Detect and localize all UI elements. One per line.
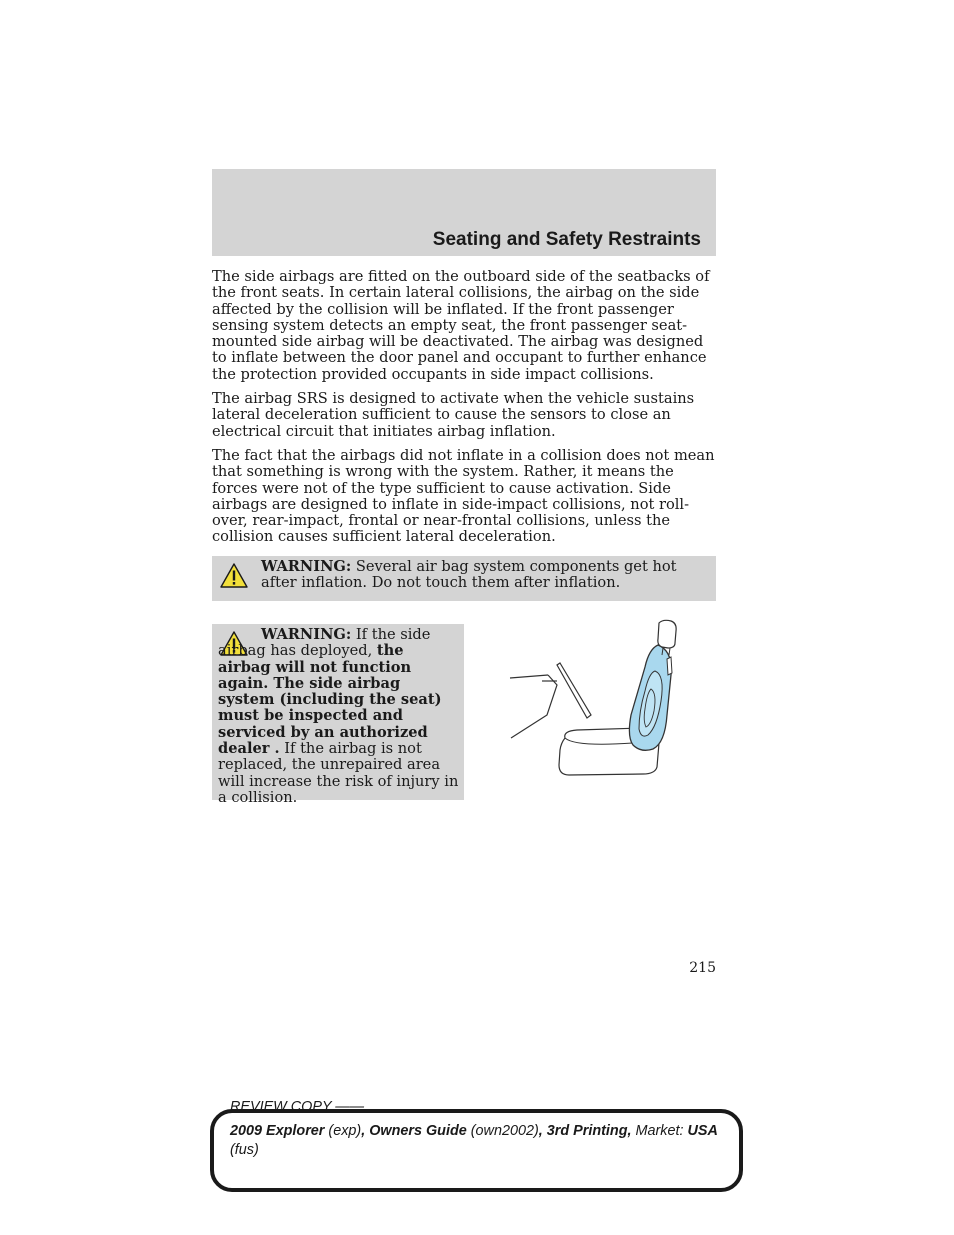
model-name: 2009 Explorer [230, 1123, 325, 1139]
market-code: (fus) [230, 1142, 259, 1158]
review-copy-label: REVIEW COPY —— [230, 1099, 365, 1115]
page-number: 215 [689, 960, 716, 976]
warning-label: WARNING: [261, 626, 352, 643]
warning-triangle-icon [219, 562, 249, 589]
printing-label: , 3rd Printing, [538, 1123, 632, 1139]
guide-name: , Owners Guide [361, 1123, 467, 1139]
guide-code: (own2002) [466, 1123, 539, 1139]
warning-body: Several air bag system components get hot after inflation. Do not touch them after inflation. [261, 558, 677, 592]
warning-box-hot-components [212, 556, 716, 601]
warning-text [261, 559, 706, 592]
warning-text [218, 627, 460, 806]
seat-airbag-illustration [505, 615, 685, 780]
warning-body-a: If the side airbag has deployed, [218, 626, 431, 660]
paragraph-no-inflation: The fact that the airbags did not inflate in a collision does not mean that something is wrong with the system. Rather, it means the forces were not of the type sufficient to cause activation. Side airbags are designed to inflate in side-impact collisions, not roll-over, rear-impact, frontal or near-frontal collisions, unless the collision causes sufficient lateral deceleration. [212, 447, 715, 546]
paragraph-side-airbags: The side airbags are fitted on the outboard side of the seatbacks of the front seats. In certain lateral collisions, the airbag on the side affected by the collision will be inflated. If the front passenger sensing system detects an empty seat, the front passenger seat-mounted side airbag will be deactivated. The airbag was designed to inflate between the door panel and occupant to further enhance the protection provided occupants in side impact collisions. [212, 268, 710, 383]
review-copy-text [230, 1099, 735, 1160]
market-label: Market: [631, 1123, 688, 1139]
warning-label: WARNING: [261, 558, 352, 575]
warning-body-bold: the airbag will not function again. The side airbag system (including the seat) must be inspected and serviced by an authorized dealer . [218, 642, 442, 758]
market-value: USA [687, 1123, 718, 1139]
warning-box-deployed-airbag [212, 624, 464, 806]
model-code: (exp) [324, 1123, 362, 1139]
paragraph-airbag-srs: The airbag SRS is designed to activate when the vehicle sustains lateral deceleration sufficient to cause the sensors to close an electrical circuit that initiates airbag inflation. [212, 390, 695, 440]
warning-body-b: If the airbag is not replaced, the unrepaired area will increase the risk of injury in a collision. [218, 740, 459, 806]
section-header-band [212, 169, 716, 256]
section-title: Seating and Safety Restraints [432, 229, 701, 250]
